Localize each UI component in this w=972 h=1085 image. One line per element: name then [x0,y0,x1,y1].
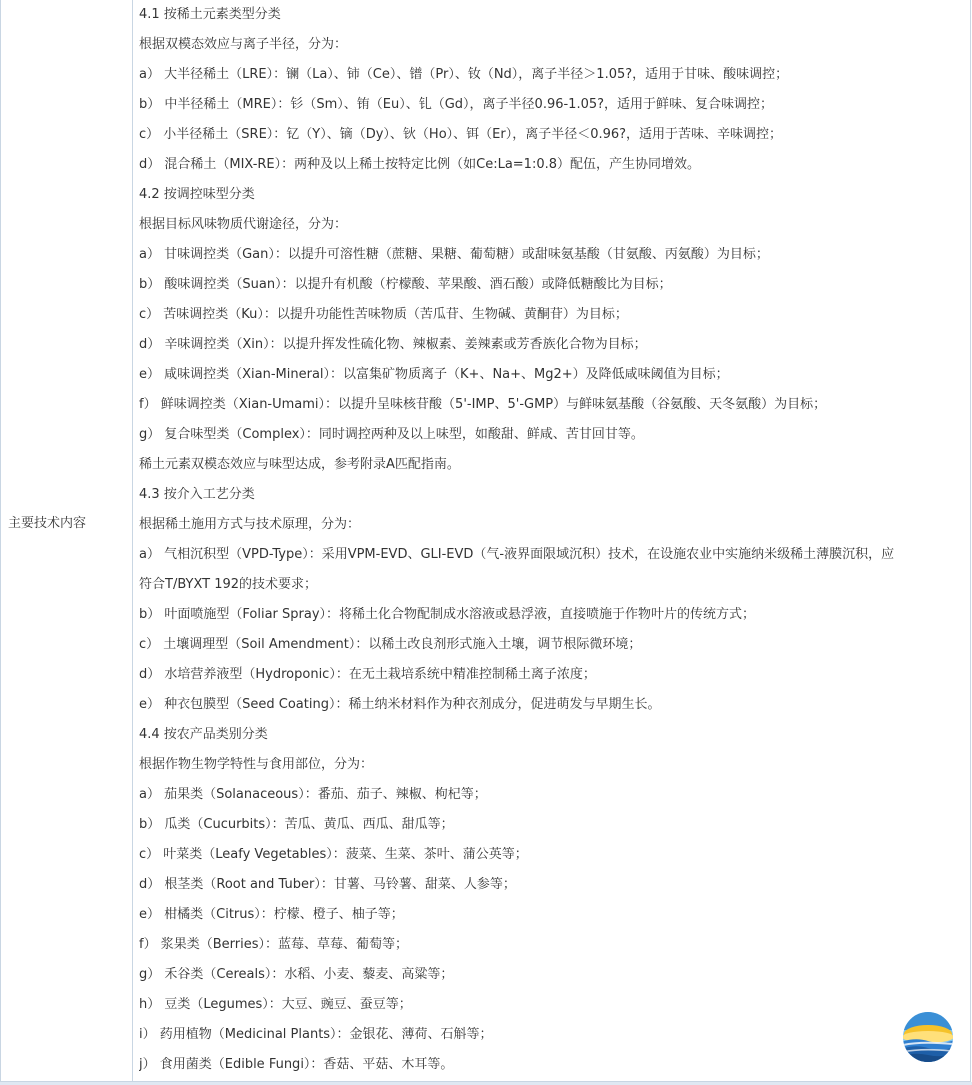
row-label-cell [1,0,133,1081]
content-line: d） 根茎类（Root and Tuber）：甘薯、马铃薯、甜菜、人参等； [139,877,516,892]
content-line: b） 中半径稀土（MRE）：钐（Sm）、铕（Eu）、钆（Gd），离子半径0.96-1.05?，适用于鲜味、复合味调控； [139,97,774,112]
sun-over-water-logo-icon [901,1010,955,1064]
content-line: c） 土壤调理型（Soil Amendment）：以稀土改良剂形式施入土壤，调节根际微环境； [139,637,642,652]
content-line: g） 禾谷类（Cereals）：水稻、小麦、藜麦、高粱等； [139,967,454,982]
content-line: a） 甘味调控类（Gan）：以提升可溶性糖（蔗糖、果糖、葡萄糖）或甜味氨基酸（甘氨酸、丙氨酸）为目标； [139,247,769,262]
content-line: g） 复合味型类（Complex）：同时调控两种及以上味型，如酸甜、鲜咸、苦甘回甘等。 [139,427,644,442]
content-line: 稀土元素双模态效应与味型达成，参考附录A匹配指南。 [139,457,460,472]
content-line: d） 辛味调控类（Xin）：以提升挥发性硫化物、辣椒素、姜辣素或芳香族化合物为目标； [139,337,647,352]
content-line: 4.3 按介入工艺分类 [139,487,255,502]
content-line: f） 浆果类（Berries）：蓝莓、草莓、葡萄等； [139,937,408,952]
content-line: j） 食用菌类（Edible Fungi）：香菇、平菇、木耳等。 [139,1057,454,1072]
content-line: 根据双模态效应与离子半径，分为： [139,37,348,52]
content-line: a） 大半径稀土（LRE）：镧（La）、铈（Ce）、镨（Pr）、钕（Nd），离子半径＞1.05?，适用于甘味、酸味调控； [139,67,789,82]
content-line: 4.2 按调控味型分类 [139,187,255,202]
content-line: i） 药用植物（Medicinal Plants）：金银花、薄荷、石斛等； [139,1027,493,1042]
content-line: 根据稀土施用方式与技术原理，分为： [139,517,361,532]
content-line: 符合T/BYXT 192的技术要求； [139,577,318,592]
content-line: c） 苦味调控类（Ku）：以提升功能性苦味物质（苦瓜苷、生物碱、黄酮苷）为目标； [139,307,628,322]
content-line: e） 咸味调控类（Xian-Mineral）：以富集矿物质离子（K+、Na+、Mg2+）及降低咸味阈值为目标； [139,367,729,382]
content-line: b） 叶面喷施型（Foliar Spray）：将稀土化合物配制成水溶液或悬浮液，直接喷施于作物叶片的传统方式； [139,607,756,622]
content-line: d） 混合稀土（MIX-RE）：两种及以上稀土按特定比例（如Ce:La=1:0.8）配伍，产生协同增效。 [139,157,701,172]
content-line: 4.4 按农产品类别分类 [139,727,268,742]
content-line: c） 叶菜类（Leafy Vegetables）：菠菜、生菜、茶叶、蒲公英等； [139,847,528,862]
row-label: 主要技术内容 [8,516,87,531]
content-line: b） 瓜类（Cucurbits）：苦瓜、黄瓜、西瓜、甜瓜等； [139,817,454,832]
content-line: 根据作物生物学特性与食用部位，分为： [139,757,374,772]
content-line: e） 柑橘类（Citrus）：柠檬、橙子、柚子等； [139,907,404,922]
content-line: a） 茄果类（Solanaceous）：番茄、茄子、辣椒、枸杞等； [139,787,487,802]
content-line: c） 小半径稀土（SRE）：钇（Y）、镝（Dy）、钬（Ho）、铒（Er），离子半径＜0.96?，适用于苦味、辛味调控； [139,127,783,142]
content-line: 4.1 按稀土元素类型分类 [139,7,281,22]
content-line: e） 种衣包膜型（Seed Coating）：稀土纳米材料作为种衣剂成分，促进萌发与早期生长。 [139,697,661,712]
content-line: b） 酸味调控类（Suan）：以提升有机酸（柠檬酸、苹果酸、酒石酸）或降低糖酸比为目标； [139,277,672,292]
content-line: d） 水培营养液型（Hydroponic）：在无土栽培系统中精准控制稀土离子浓度； [139,667,596,682]
content-line: a） 气相沉积型（VPD-Type）：采用VPM-EVD、GLI-EVD（气-液界面限域沉积）技术，在设施农业中实施纳米级稀土薄膜沉积，应 [139,547,895,562]
content-line: h） 豆类（Legumes）：大豆、豌豆、蚕豆等； [139,997,412,1012]
content-line: f） 鲜味调控类（Xian-Umami）：以提升呈味核苷酸（5'-IMP、5'-GMP）与鲜味氨基酸（谷氨酸、天冬氨酸）为目标； [139,397,827,412]
content-line: 根据目标风味物质代谢途径，分为： [139,217,348,232]
